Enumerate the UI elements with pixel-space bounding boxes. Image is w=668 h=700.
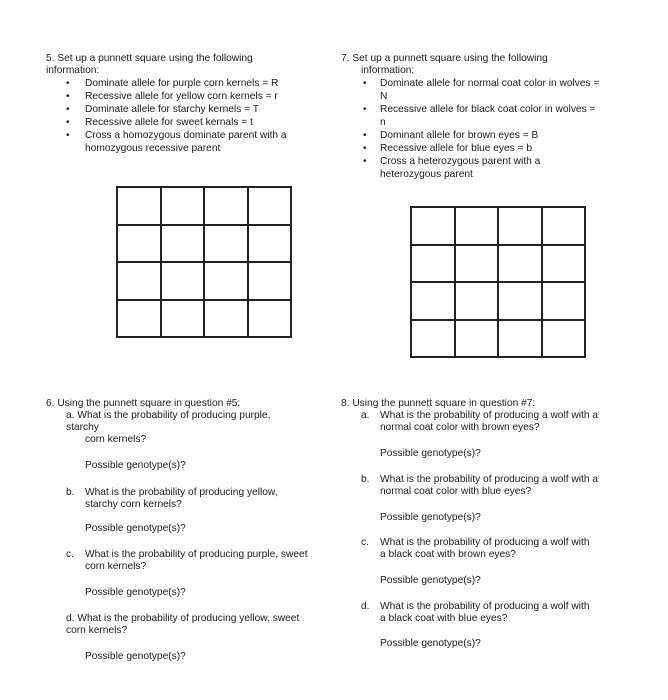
grid-cell [411,320,455,358]
grid-cell [161,225,205,263]
grid-cell [455,245,499,283]
grid-cell [542,320,586,358]
q6-part-c: What is the probability of producing purple, sweet [85,549,308,560]
grid-cell [498,207,542,245]
grid-cell [498,245,542,283]
grid-cell [204,225,248,263]
q7-bullet: Recessive allele for blue eyes = b [380,143,533,154]
grid-cell [161,187,205,225]
grid-cell [411,245,455,283]
q6-part-d-genotype: Possible genotype(s)? [85,651,186,662]
q5-bullet: Recessive allele for sweet kernals = t [85,117,253,128]
q6-part-d-cont: corn kernels? [66,625,128,636]
q8-part-d-letter: d. [361,601,370,612]
q7-bullet: Dominate allele for normal coat color in wolves = [380,78,600,89]
q7-bullet: Cross a heterozygous parent with a [380,156,541,167]
grid-cell [542,245,586,283]
q7-bullet-cont: n [380,117,386,128]
grid-cell [117,262,161,300]
q8-part-b-letter: b. [361,474,370,485]
grid-cell [411,282,455,320]
grid-cell [117,187,161,225]
q6-part-a-cont: corn kernels? [85,434,147,445]
grid-cell [161,262,205,300]
bullet-icon: • [363,78,367,89]
bullet-icon: • [66,117,70,128]
q6-part-b: What is the probability of producing yellow, [85,487,278,498]
q6-part-c-letter: c. [66,549,74,560]
q8-part-b: What is the probability of producing a wolf with a [380,474,599,485]
q7-bullet-cont: heterozygous parent [380,169,473,180]
grid-cell [161,300,205,338]
q5-bullet: Dominate allele for purple corn kernels = R [85,78,279,89]
grid-cell [204,187,248,225]
bullet-icon: • [363,104,367,115]
q8-part-a-genotype: Possible genotype(s)? [380,448,481,459]
q6-part-b-letter: b. [66,487,75,498]
q8-part-c-cont: a black coat with brown eyes? [380,549,516,560]
grid-cell [455,207,499,245]
q6-part-b-genotype: Possible genotype(s)? [85,523,186,534]
bullet-icon: • [363,143,367,154]
grid-cell [248,187,292,225]
grid-cell [248,262,292,300]
punnett-square-q5 [116,186,292,338]
q8-part-a-letter: a. [361,410,370,421]
q6-part-c-cont: corn kernels? [85,561,147,572]
bullet-icon: • [363,130,367,141]
q8-part-a: What is the probability of producing a wolf with a [380,410,599,421]
q6-part-d: d. What is the probability of producing yellow, sweet [66,613,300,624]
q5-bullet: Cross a homozygous dominate parent with a [85,130,287,141]
grid-cell [455,282,499,320]
q7-bullet: Dominant allele for brown eyes = B [380,130,539,141]
q5-bullet: Dominate allele for starchy kernels = T [85,104,259,115]
q8-part-c-letter: c. [361,537,369,548]
q5-header: 5. Set up a punnett square using the following [46,53,253,64]
grid-cell [248,300,292,338]
grid-cell [542,207,586,245]
q6-part-a-cont: starchy [66,422,99,433]
q8-part-d-cont: a black coat with blue eyes? [380,613,508,624]
grid-cell [498,282,542,320]
q8-part-a-cont: normal coat color with brown eyes? [380,422,540,433]
q7-bullet: Recessive allele for black coat color in wolves = [380,104,596,115]
q8-part-c-genotype: Possible genotype(s)? [380,575,481,586]
q7-header-cont: information: [361,65,415,76]
grid-cell [117,300,161,338]
q8-part-b-cont: normal coat color with blue eyes? [380,486,532,497]
q6-part-a-genotype: Possible genotype(s)? [85,460,186,471]
grid-cell [542,282,586,320]
q7-header: 7. Set up a punnett square using the following [341,53,548,64]
q6-header: 6. Using the punnett square in question #5: [46,398,241,409]
grid-cell [248,225,292,263]
grid-cell [498,320,542,358]
grid-cell [117,225,161,263]
bullet-icon: • [363,156,367,167]
grid-cell [204,300,248,338]
q8-part-c: What is the probability of producing a wolf with [380,537,590,548]
q5-bullet-cont: homozygous recessive parent [85,143,221,154]
q5-header-cont: information: [46,65,100,76]
bullet-icon: • [66,91,70,102]
q6-part-a: a. What is the probability of producing purple, [66,410,271,421]
bullet-icon: • [66,78,70,89]
bullet-icon: • [66,130,70,141]
grid-cell [204,262,248,300]
q5-bullet: Recessive allele for yellow corn kernels = r [85,91,278,102]
q8-part-b-genotype: Possible genotype(s)? [380,512,481,523]
q8-part-d-genotype: Possible genotype(s)? [380,638,481,649]
q8-part-d: What is the probability of producing a wolf with [380,601,590,612]
bullet-icon: • [66,104,70,115]
q7-bullet-cont: N [380,91,388,102]
punnett-square-q7 [410,206,586,358]
grid-cell [455,320,499,358]
q6-part-c-genotype: Possible genotype(s)? [85,587,186,598]
q8-header: 8. Using the punnett square in question #7: [341,398,536,409]
q6-part-b-cont: starchy corn kernels? [85,499,182,510]
grid-cell [411,207,455,245]
